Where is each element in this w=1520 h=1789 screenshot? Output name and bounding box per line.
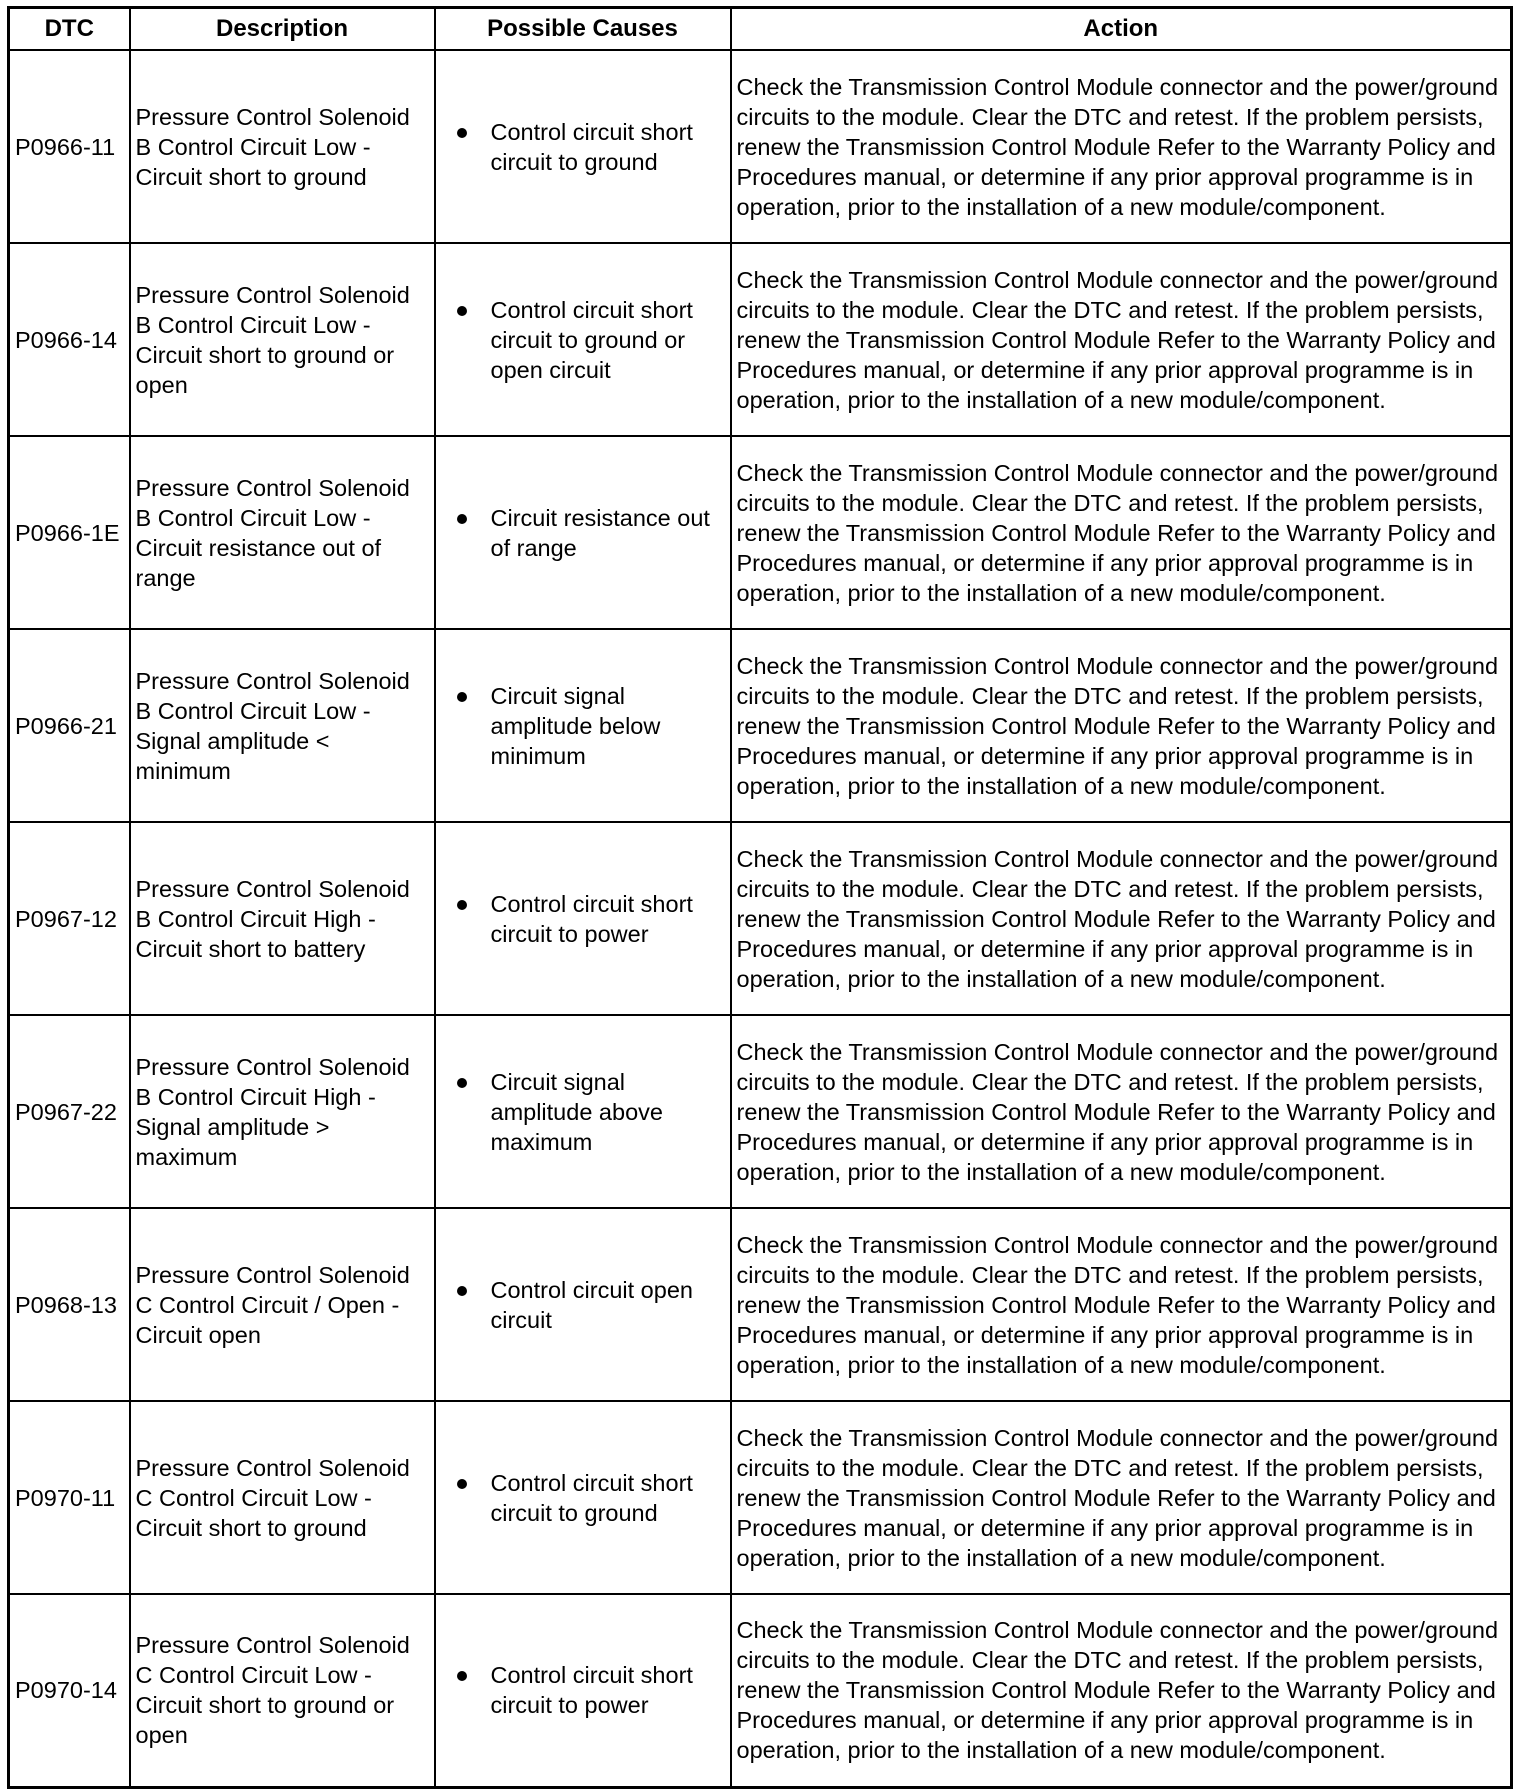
- table-row: [9, 1208, 1512, 1401]
- possible-causes-list: [441, 1275, 725, 1335]
- possible-causes-cell: [435, 436, 731, 629]
- possible-cause-item: [491, 1468, 725, 1528]
- possible-cause-item: [491, 1275, 725, 1335]
- bullet-icon: [457, 1078, 467, 1088]
- possible-causes-list: [441, 1468, 725, 1528]
- bullet-icon: [457, 1286, 467, 1296]
- possible-causes-list: [441, 889, 725, 949]
- bullet-icon: [457, 514, 467, 524]
- possible-causes-cell: [435, 822, 731, 1015]
- possible-cause-item: [491, 295, 725, 385]
- possible-causes-list: [441, 117, 725, 177]
- action-text: Check the Transmission Control Module connector and the power/ground circuits to the module. Clear the DTC and retest. If the problem persists, renew the Transmission Control Module Refer to the Warranty Policy and Procedures manual, or determine if any prior approval programme is in operation, prior to the installation of a new module/component.: [731, 822, 1512, 1015]
- possible-cause-item: [491, 681, 725, 771]
- table-body: [9, 50, 1512, 1787]
- dtc-code: P0966-11: [9, 50, 130, 243]
- dtc-description: Pressure Control Solenoid C Control Circuit Low - Circuit short to ground or open: [130, 1594, 435, 1787]
- table-row: [9, 1594, 1512, 1787]
- possible-cause-text: Control circuit open circuit: [490, 1276, 693, 1333]
- action-text: Check the Transmission Control Module connector and the power/ground circuits to the module. Clear the DTC and retest. If the problem persists, renew the Transmission Control Module Refer to the Warranty Policy and Procedures manual, or determine if any prior approval programme is in operation, prior to the installation of a new module/component.: [731, 1401, 1512, 1594]
- action-text: Check the Transmission Control Module connector and the power/ground circuits to the module. Clear the DTC and retest. If the problem persists, renew the Transmission Control Module Refer to the Warranty Policy and Procedures manual, or determine if any prior approval programme is in operation, prior to the installation of a new module/component.: [731, 1594, 1512, 1787]
- dtc-code: P0966-14: [9, 243, 130, 436]
- dtc-code: P0967-22: [9, 1015, 130, 1208]
- possible-causes-list: [441, 295, 725, 385]
- header-description: Description: [130, 8, 435, 51]
- header-action: Action: [731, 8, 1512, 51]
- possible-causes-cell: [435, 1015, 731, 1208]
- dtc-code: P0966-1E: [9, 436, 130, 629]
- header-row: [9, 8, 1512, 51]
- dtc-description: Pressure Control Solenoid C Control Circuit / Open - Circuit open: [130, 1208, 435, 1401]
- bullet-icon: [457, 900, 467, 910]
- dtc-code: P0966-21: [9, 629, 130, 822]
- dtc-code: P0970-11: [9, 1401, 130, 1594]
- table-row: [9, 822, 1512, 1015]
- action-text: Check the Transmission Control Module connector and the power/ground circuits to the module. Clear the DTC and retest. If the problem persists, renew the Transmission Control Module Refer to the Warranty Policy and Procedures manual, or determine if any prior approval programme is in operation, prior to the installation of a new module/component.: [731, 436, 1512, 629]
- possible-cause-text: Circuit signal amplitude above maximum: [490, 1068, 663, 1155]
- table-row: [9, 1401, 1512, 1594]
- possible-cause-item: [491, 889, 725, 949]
- possible-causes-cell: [435, 1401, 731, 1594]
- possible-cause-text: Control circuit short circuit to ground: [490, 118, 693, 175]
- dtc-code: P0967-12: [9, 822, 130, 1015]
- dtc-table: [7, 6, 1513, 1789]
- dtc-description: Pressure Control Solenoid C Control Circuit Low - Circuit short to ground: [130, 1401, 435, 1594]
- action-text: Check the Transmission Control Module connector and the power/ground circuits to the module. Clear the DTC and retest. If the problem persists, renew the Transmission Control Module Refer to the Warranty Policy and Procedures manual, or determine if any prior approval programme is in operation, prior to the installation of a new module/component.: [731, 629, 1512, 822]
- dtc-description: Pressure Control Solenoid B Control Circuit Low - Circuit short to ground: [130, 50, 435, 243]
- possible-causes-list: [441, 1067, 725, 1157]
- dtc-description: Pressure Control Solenoid B Control Circuit Low - Circuit short to ground or open: [130, 243, 435, 436]
- possible-cause-text: Control circuit short circuit to power: [490, 890, 693, 947]
- table-row: [9, 50, 1512, 243]
- action-text: Check the Transmission Control Module connector and the power/ground circuits to the module. Clear the DTC and retest. If the problem persists, renew the Transmission Control Module Refer to the Warranty Policy and Procedures manual, or determine if any prior approval programme is in operation, prior to the installation of a new module/component.: [731, 1208, 1512, 1401]
- possible-cause-item: [491, 1067, 725, 1157]
- table-row: [9, 1015, 1512, 1208]
- bullet-icon: [457, 306, 467, 316]
- possible-cause-item: [491, 503, 725, 563]
- possible-cause-text: Control circuit short circuit to ground or open circuit: [490, 296, 693, 383]
- bullet-icon: [457, 1671, 467, 1681]
- possible-cause-text: Circuit signal amplitude below minimum: [490, 682, 661, 769]
- header-possible-causes: Possible Causes: [435, 8, 731, 51]
- possible-causes-list: [441, 681, 725, 771]
- possible-cause-item: [491, 117, 725, 177]
- dtc-code: P0970-14: [9, 1594, 130, 1787]
- possible-cause-text: Circuit resistance out of range: [490, 504, 710, 561]
- possible-causes-cell: [435, 1594, 731, 1787]
- action-text: Check the Transmission Control Module connector and the power/ground circuits to the module. Clear the DTC and retest. If the problem persists, renew the Transmission Control Module Refer to the Warranty Policy and Procedures manual, or determine if any prior approval programme is in operation, prior to the installation of a new module/component.: [731, 1015, 1512, 1208]
- bullet-icon: [457, 1479, 467, 1489]
- possible-causes-cell: [435, 629, 731, 822]
- header-dtc: DTC: [9, 8, 130, 51]
- dtc-code: P0968-13: [9, 1208, 130, 1401]
- possible-causes-list: [441, 1660, 725, 1720]
- possible-cause-text: Control circuit short circuit to power: [490, 1662, 693, 1719]
- possible-causes-cell: [435, 243, 731, 436]
- possible-causes-cell: [435, 50, 731, 243]
- possible-causes-cell: [435, 1208, 731, 1401]
- possible-causes-list: [441, 503, 725, 563]
- possible-cause-text: Control circuit short circuit to ground: [490, 1469, 693, 1526]
- dtc-description: Pressure Control Solenoid B Control Circuit Low - Signal amplitude < minimum: [130, 629, 435, 822]
- possible-cause-item: [491, 1660, 725, 1720]
- action-text: Check the Transmission Control Module connector and the power/ground circuits to the module. Clear the DTC and retest. If the problem persists, renew the Transmission Control Module Refer to the Warranty Policy and Procedures manual, or determine if any prior approval programme is in operation, prior to the installation of a new module/component.: [731, 50, 1512, 243]
- table-row: [9, 436, 1512, 629]
- action-text: Check the Transmission Control Module connector and the power/ground circuits to the module. Clear the DTC and retest. If the problem persists, renew the Transmission Control Module Refer to the Warranty Policy and Procedures manual, or determine if any prior approval programme is in operation, prior to the installation of a new module/component.: [731, 243, 1512, 436]
- bullet-icon: [457, 128, 467, 138]
- dtc-description: Pressure Control Solenoid B Control Circuit Low - Circuit resistance out of range: [130, 436, 435, 629]
- table-row: [9, 629, 1512, 822]
- dtc-description: Pressure Control Solenoid B Control Circuit High - Signal amplitude > maximum: [130, 1015, 435, 1208]
- table-header: [9, 8, 1512, 51]
- table-row: [9, 243, 1512, 436]
- bullet-icon: [457, 692, 467, 702]
- dtc-description: Pressure Control Solenoid B Control Circuit High - Circuit short to battery: [130, 822, 435, 1015]
